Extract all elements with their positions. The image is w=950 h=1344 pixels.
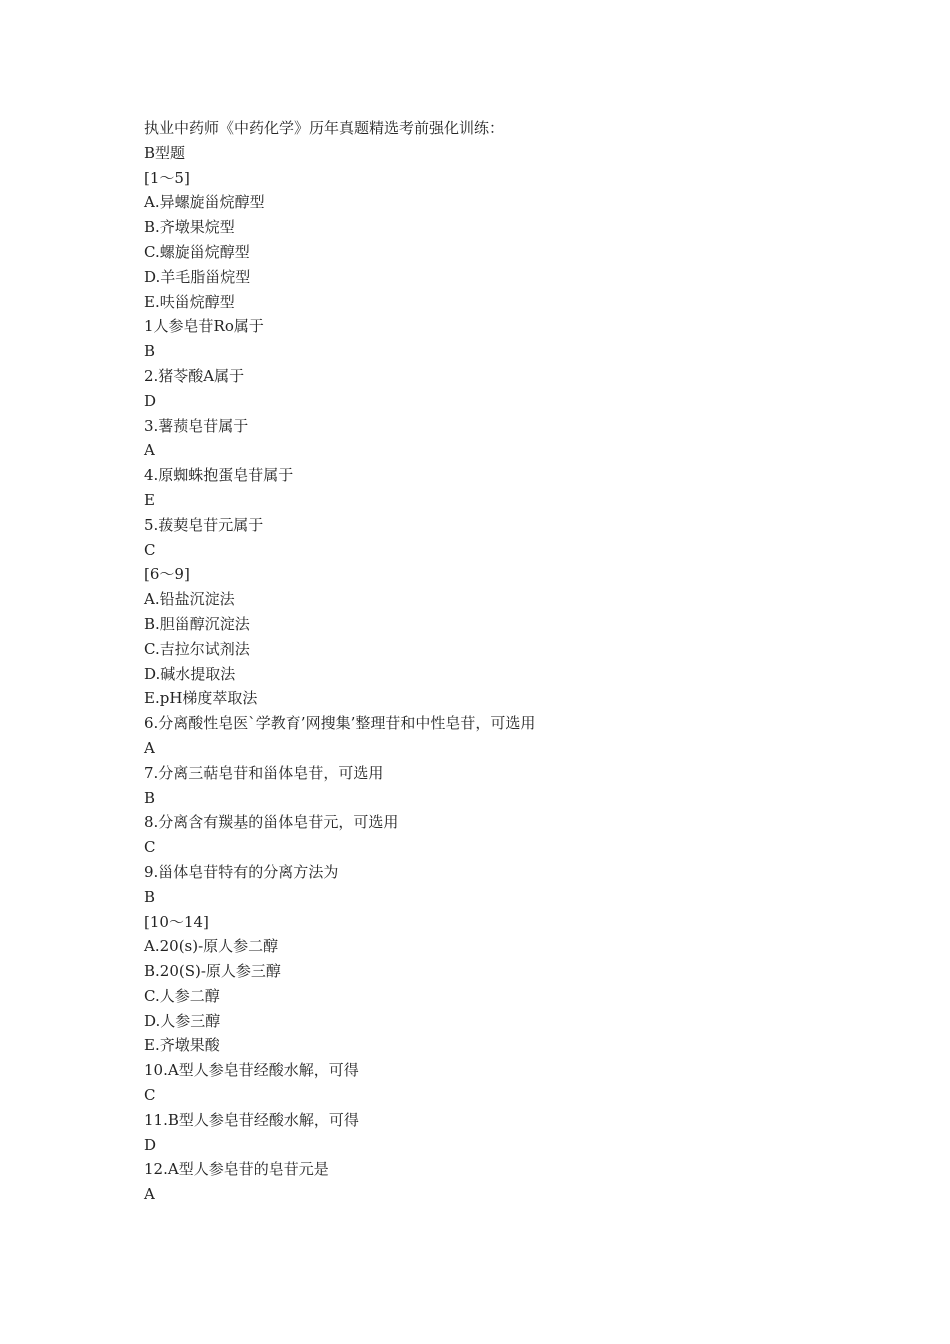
text-line: [6～9]: [144, 565, 190, 584]
text-line: A.20(s)-原人参二醇: [144, 937, 279, 956]
text-line: 7.分离三萜皂苷和甾体皂苷，可选用: [144, 763, 384, 782]
text-line: D.羊毛脂甾烷型: [144, 267, 251, 286]
text-line: E: [144, 490, 155, 509]
text-line: E.呋甾烷醇型: [144, 292, 235, 311]
text-line: C.螺旋甾烷醇型: [144, 242, 250, 261]
text-line: 4.原蜘蛛抱蛋皂苷属于: [144, 466, 294, 485]
text-line: C: [144, 838, 156, 857]
text-line: B.20(S)-原人参三醇: [144, 962, 281, 981]
text-line: 2.猪苓酸A属于: [144, 366, 245, 385]
text-line: E.pH梯度萃取法: [144, 689, 258, 708]
text-line: B: [144, 788, 156, 807]
text-line: 执业中药师《中药化学》历年真题精选考前强化训练：: [144, 119, 505, 137]
text-line: D: [144, 391, 157, 410]
text-line: 6.分离酸性皂医`学教育’网搜集’整理苷和中性皂苷，可选用: [144, 714, 536, 733]
text-line: D.碱水提取法: [144, 664, 236, 683]
text-line: A: [144, 1185, 155, 1204]
text-line: 1人参皂苷Ro属于: [144, 317, 264, 336]
text-line: D: [144, 1135, 157, 1154]
text-line: 10.A型人参皂苷经酸水解，可得: [144, 1061, 359, 1080]
text-line: B: [144, 887, 156, 906]
text-line: C.吉拉尔试剂法: [144, 639, 250, 658]
text-line: 9.甾体皂苷特有的分离方法为: [144, 862, 339, 881]
text-line: [1～5]: [144, 168, 190, 187]
text-line: C: [144, 540, 156, 559]
text-line: B.齐墩果烷型: [144, 218, 235, 237]
text-line: A: [144, 738, 155, 757]
text-line: E.齐墩果酸: [144, 1036, 220, 1055]
text-line: B.胆甾醇沉淀法: [144, 614, 250, 633]
text-line: B型题: [144, 143, 186, 162]
text-line: B: [144, 342, 156, 361]
document-body: [144, 116, 844, 1207]
text-line: A.异螺旋甾烷醇型: [144, 193, 265, 212]
text-line: D.人参三醇: [144, 1011, 221, 1030]
text-line: A.铅盐沉淀法: [144, 590, 235, 609]
text-line: 5.菝葜皂苷元属于: [144, 515, 264, 534]
text-line: 11.B型人参皂苷经酸水解，可得: [144, 1110, 359, 1129]
text-line: 12.A型人参皂苷的皂苷元是: [144, 1160, 329, 1179]
text-line: C: [144, 1086, 156, 1105]
text-line: A: [144, 441, 155, 460]
text-line: 8.分离含有羰基的甾体皂苷元，可选用: [144, 813, 399, 832]
text-line: [10～14]: [144, 912, 209, 931]
text-line: 3.薯蓣皂苷属于: [144, 416, 249, 435]
text-line: C.人参二醇: [144, 986, 220, 1005]
